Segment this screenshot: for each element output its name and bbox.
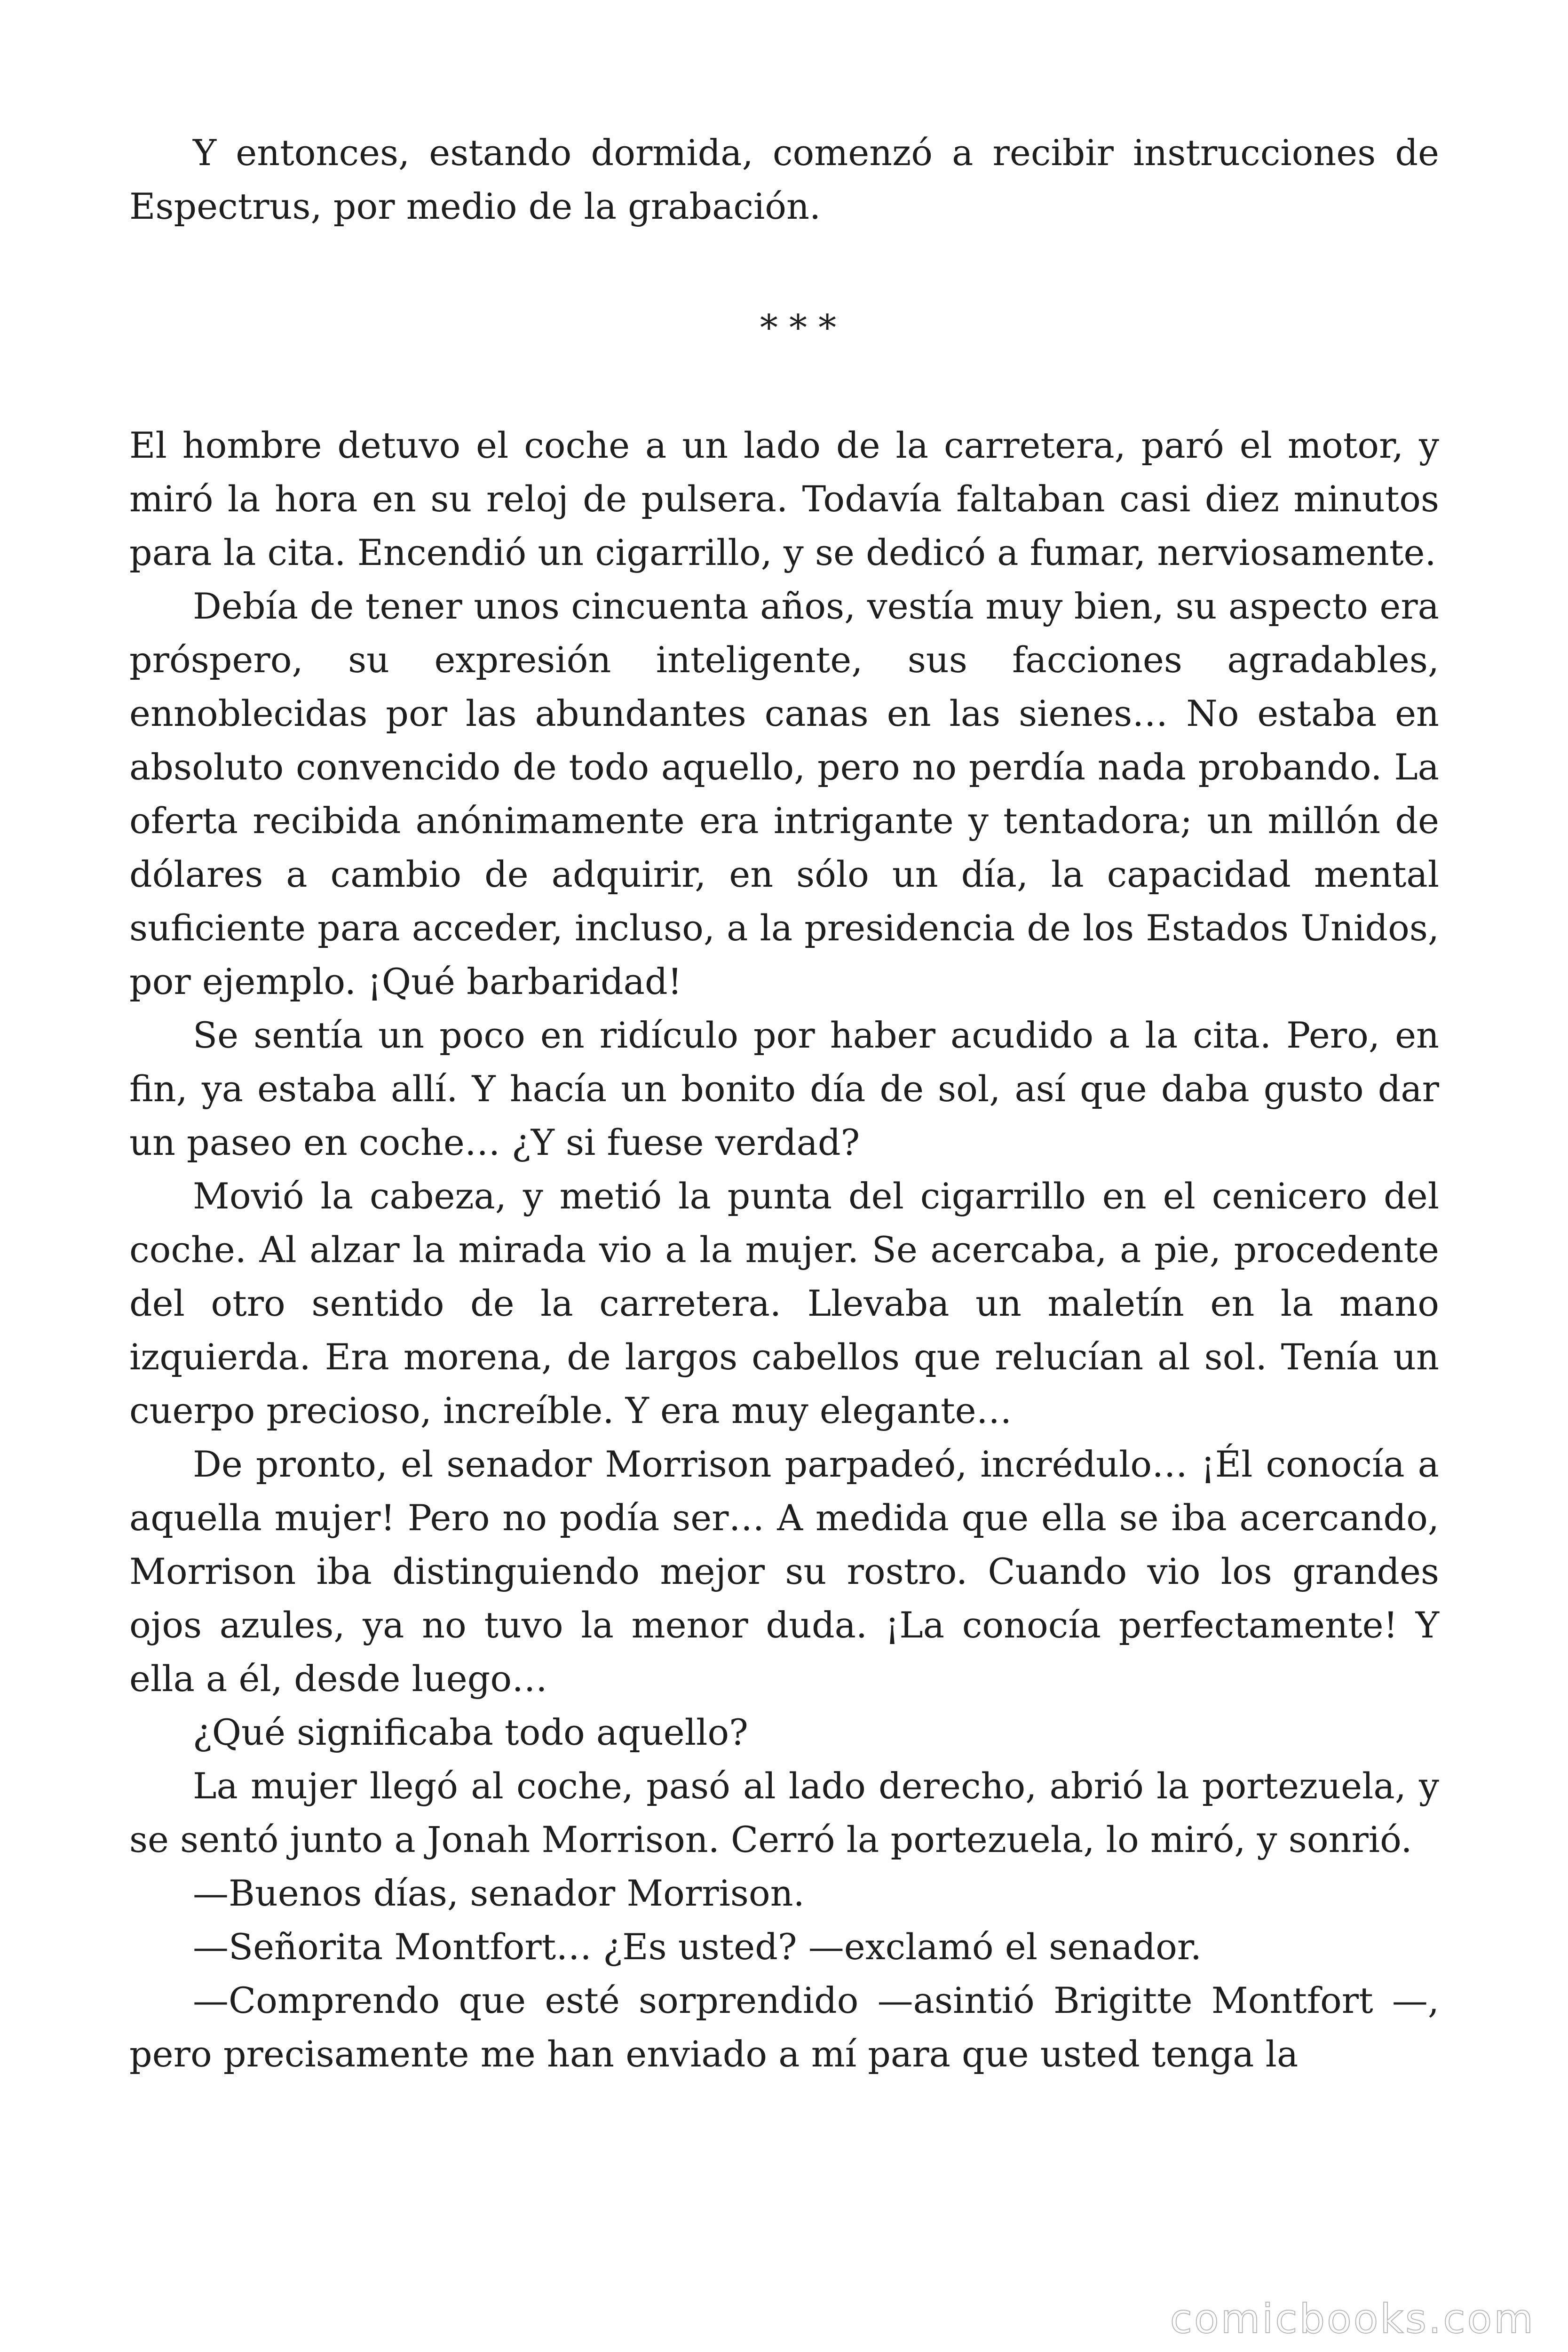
paragraph: —Señorita Montfort… ¿Es usted? —exclamó el senador. <box>193 1926 1202 1968</box>
watermark: comicbooks.com <box>1170 2296 1535 2343</box>
paragraph: Y entonces, estando dormida, comenzó a recibir instrucciones de Espectrus, por medio de la grabación. <box>129 132 1439 227</box>
paragraph: La mujer llegó al coche, pasó al lado derecho, abrió la portezuela, y se sentó junto a Jonah Morrison. Cerró la portezuela, lo miró, y sonrió. <box>129 1765 1439 1860</box>
paragraph: El hombre detuvo el coche a un lado de la carretera, paró el motor, y miró la hora en su reloj de pulsera. Todavía faltaban casi diez minutos para la cita. Encendió un cigarrillo, y se dedicó a fumar, nerviosamente. <box>129 424 1439 573</box>
section-2 <box>129 419 1439 2081</box>
paragraph: Movió la cabeza, y metió la punta del cigarrillo en el cenicero del coche. Al alzar la mirada vio a la mujer. Se acercaba, a pie, procedente del otro sentido de la carretera. Llevaba un maletín en la mano izquierda. Era morena, de largos cabellos que relucían al sol. Tenía un cuerpo precioso, increíble. Y era muy elegante… <box>129 1175 1439 1431</box>
paragraph: —Buenos días, senador Morrison. <box>193 1872 805 1914</box>
section-1 <box>129 126 1439 233</box>
paragraph: —Comprendo que esté sorprendido —asintió Brigitte Montfort —, pero precisamente me han enviado a mí para que usted tenga la <box>129 1979 1439 2075</box>
paragraph: ¿Qué significaba todo aquello? <box>193 1711 748 1753</box>
scene-separator: * * * <box>760 307 837 349</box>
paragraph: De pronto, el senador Morrison parpadeó, incrédulo… ¡Él conocía a aquella mujer! Pero no podía ser… A medida que ella se iba acercando, Morrison iba distinguiendo mejor su rostro. Cuando vio los grandes ojos azules, ya no tuvo la menor duda. ¡La conocía perfectamente! Y ella a él, desde luego… <box>129 1443 1439 1700</box>
paragraph: Se sentía un poco en ridículo por haber acudido a la cita. Pero, en fin, ya estaba allí. Y hacía un bonito día de sol, así que daba gusto dar un paseo en coche… ¿Y si fuese verdad? <box>129 1014 1439 1163</box>
paragraph: Debía de tener unos cincuenta años, vestía muy bien, su aspecto era próspero, su expresión inteligente, sus facciones agradables, ennoblecidas por las abundantes canas en las sienes… No estaba en absoluto convencido de todo aquello, pero no perdía nada probando. La oferta recibida anónimamente era intrigante y tentadora; un millón de dólares a cambio de adquirir, en sólo un día, la capacidad mental suficiente para acceder, incluso, a la presidencia de los Estados Unidos, por ejemplo. ¡Qué barbaridad! <box>129 585 1439 1002</box>
